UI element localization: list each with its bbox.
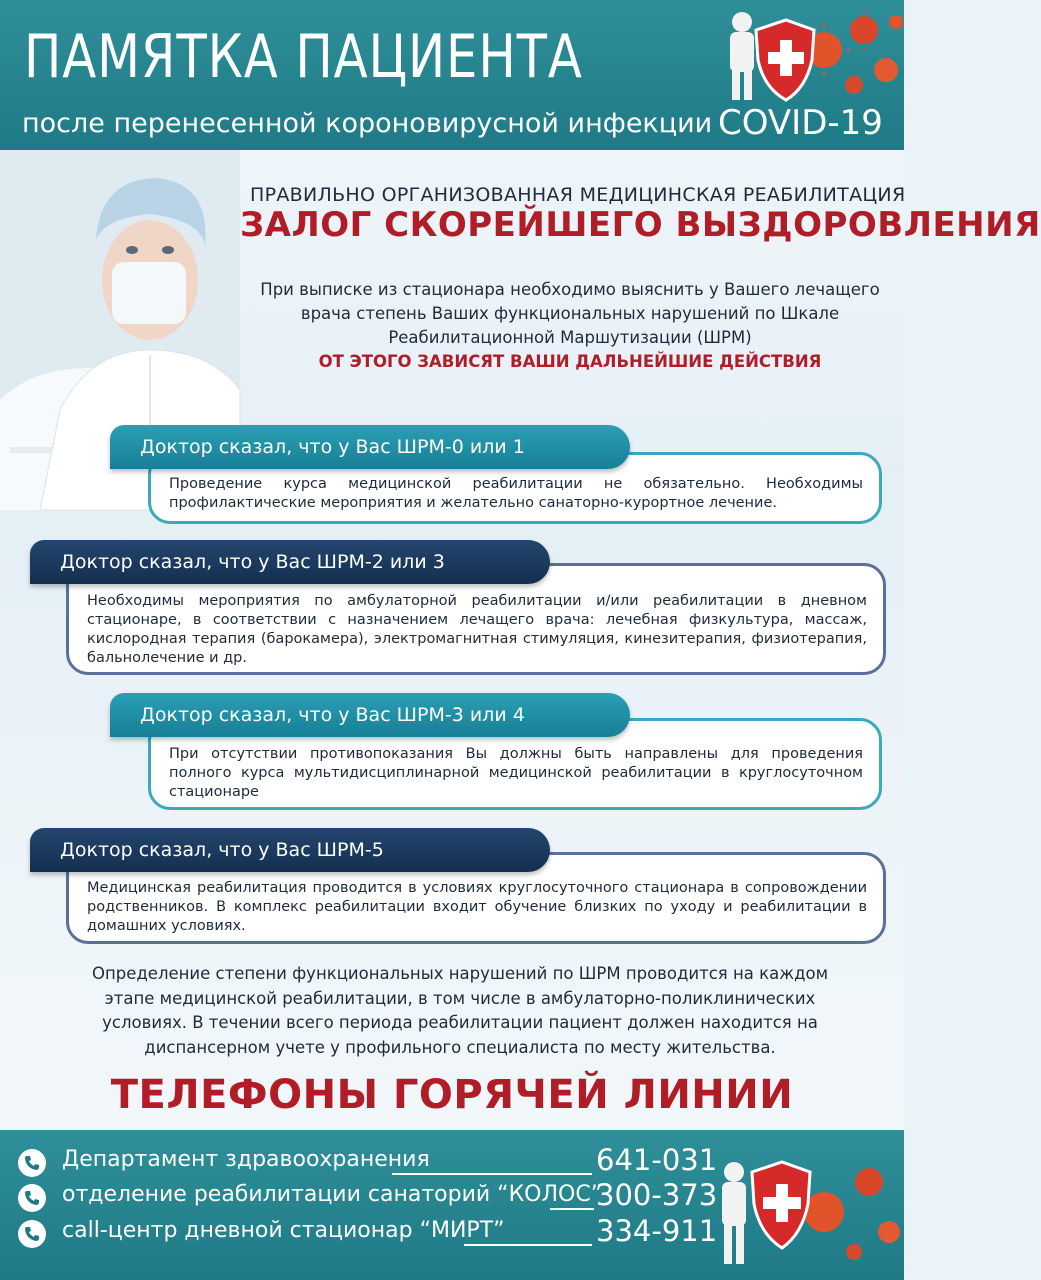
- phone-icon: [18, 1149, 46, 1177]
- section-text: Медицинская реабилитация проводится в условиях круглосуточного стационара в сопровождении родственников. В комплекс реабилитации входит обучение близких по уходу и реабилитации в домашних условиях.: [66, 852, 886, 944]
- section-title: Доктор сказал, что у Вас ШРМ-0 или 1: [110, 425, 630, 469]
- leader-line: [550, 1208, 594, 1210]
- hotline-title: ТЕЛЕФОНЫ ГОРЯЧЕЙ ЛИНИИ: [110, 1072, 794, 1118]
- phone-row: [18, 1216, 718, 1250]
- section-text: Необходимы мероприятия по амбулаторной реабилитации и/или реабилитации в дневном стационаре, в соответствии с назначением лечащего врача: лечебная физкультура, массаж, кислородная терапия (барокамера), электромагнитная стимуляция, кинезитерапия, физиотерапия, бальнолечение и др.: [66, 563, 886, 675]
- section-title: Доктор сказал, что у Вас ШРМ-5: [30, 828, 550, 872]
- leader-line: [392, 1173, 592, 1175]
- footer-virus-shield-illustration: [704, 1142, 904, 1272]
- phone-number[interactable]: 641-031: [596, 1143, 718, 1177]
- summary-paragraph: Определение степени функциональных нарушений по ШРМ проводится на каждом этапе медицинской реабилитации, в том числе в амбулаторно-поликлинических условиях. В течении всего периода реабилитации пациент должен находится на диспансерном учете у профильного специалиста по месту жительства.: [91, 964, 829, 1057]
- shield-cross-icon: [752, 1162, 810, 1248]
- section-title: Доктор сказал, что у Вас ШРМ-3 или 4: [110, 693, 630, 737]
- page-title: ПАМЯТКА ПАЦИЕНТА: [24, 22, 583, 92]
- virus-icon: [804, 1168, 900, 1260]
- page-subtitle: после перенесенной короновирусной инфекции: [22, 108, 713, 139]
- phone-label: Департамент здравоохранения: [62, 1147, 430, 1172]
- phone-label: отделение реабилитации санаторий “КОЛОС”: [62, 1182, 603, 1207]
- phone-number[interactable]: 334-911: [596, 1214, 718, 1248]
- intro-heading: ПРАВИЛЬНО ОРГАНИЗОВАННАЯ МЕДИЦИНСКАЯ РЕАБИЛИТАЦИЯ: [250, 184, 906, 206]
- intro-warning: ОТ ЭТОГО ЗАВИСЯТ ВАШИ ДАЛЬНЕЙШИЕ ДЕЙСТВИЯ: [318, 352, 822, 371]
- leader-line: [464, 1244, 592, 1246]
- intro-paragraph: При выписке из стационара необходимо выяснить у Вашего лечащего врача степень Ваших функциональных нарушений по Шкале Реабилитационной Маршутизации (ШРМ): [260, 280, 880, 347]
- section-title: Доктор сказал, что у Вас ШРМ-2 или 3: [30, 540, 550, 584]
- intro-slogan: ЗАЛОГ СКОРЕЙШЕГО ВЫЗДОРОВЛЕНИЯ: [240, 205, 1041, 245]
- protective-suit-figure: [722, 1162, 746, 1264]
- phone-icon: [18, 1184, 46, 1212]
- phone-number[interactable]: 300-373: [596, 1178, 718, 1212]
- shield-cross-icon: [756, 20, 814, 100]
- phone-row: [18, 1180, 718, 1214]
- section-text: При отсутствии противопоказания Вы должны быть направлены для проведения полного курса мультидисциплинарной медицинской реабилитации в круглосуточном стационаре: [148, 718, 882, 810]
- protective-suit-figure: [730, 12, 754, 100]
- phone-row: [18, 1145, 718, 1179]
- header-banner: [0, 0, 904, 150]
- covid-label: COVID-19: [718, 103, 883, 143]
- virus-shield-illustration: [714, 0, 904, 110]
- phone-icon: [18, 1220, 46, 1248]
- phone-label: call-центр дневной стационар “МИРТ”: [62, 1218, 505, 1243]
- section-text: Проведение курса медицинской реабилитации не обязательно. Необходимы профилактические мероприятия и желательно санаторно-курортное лечение.: [148, 452, 882, 524]
